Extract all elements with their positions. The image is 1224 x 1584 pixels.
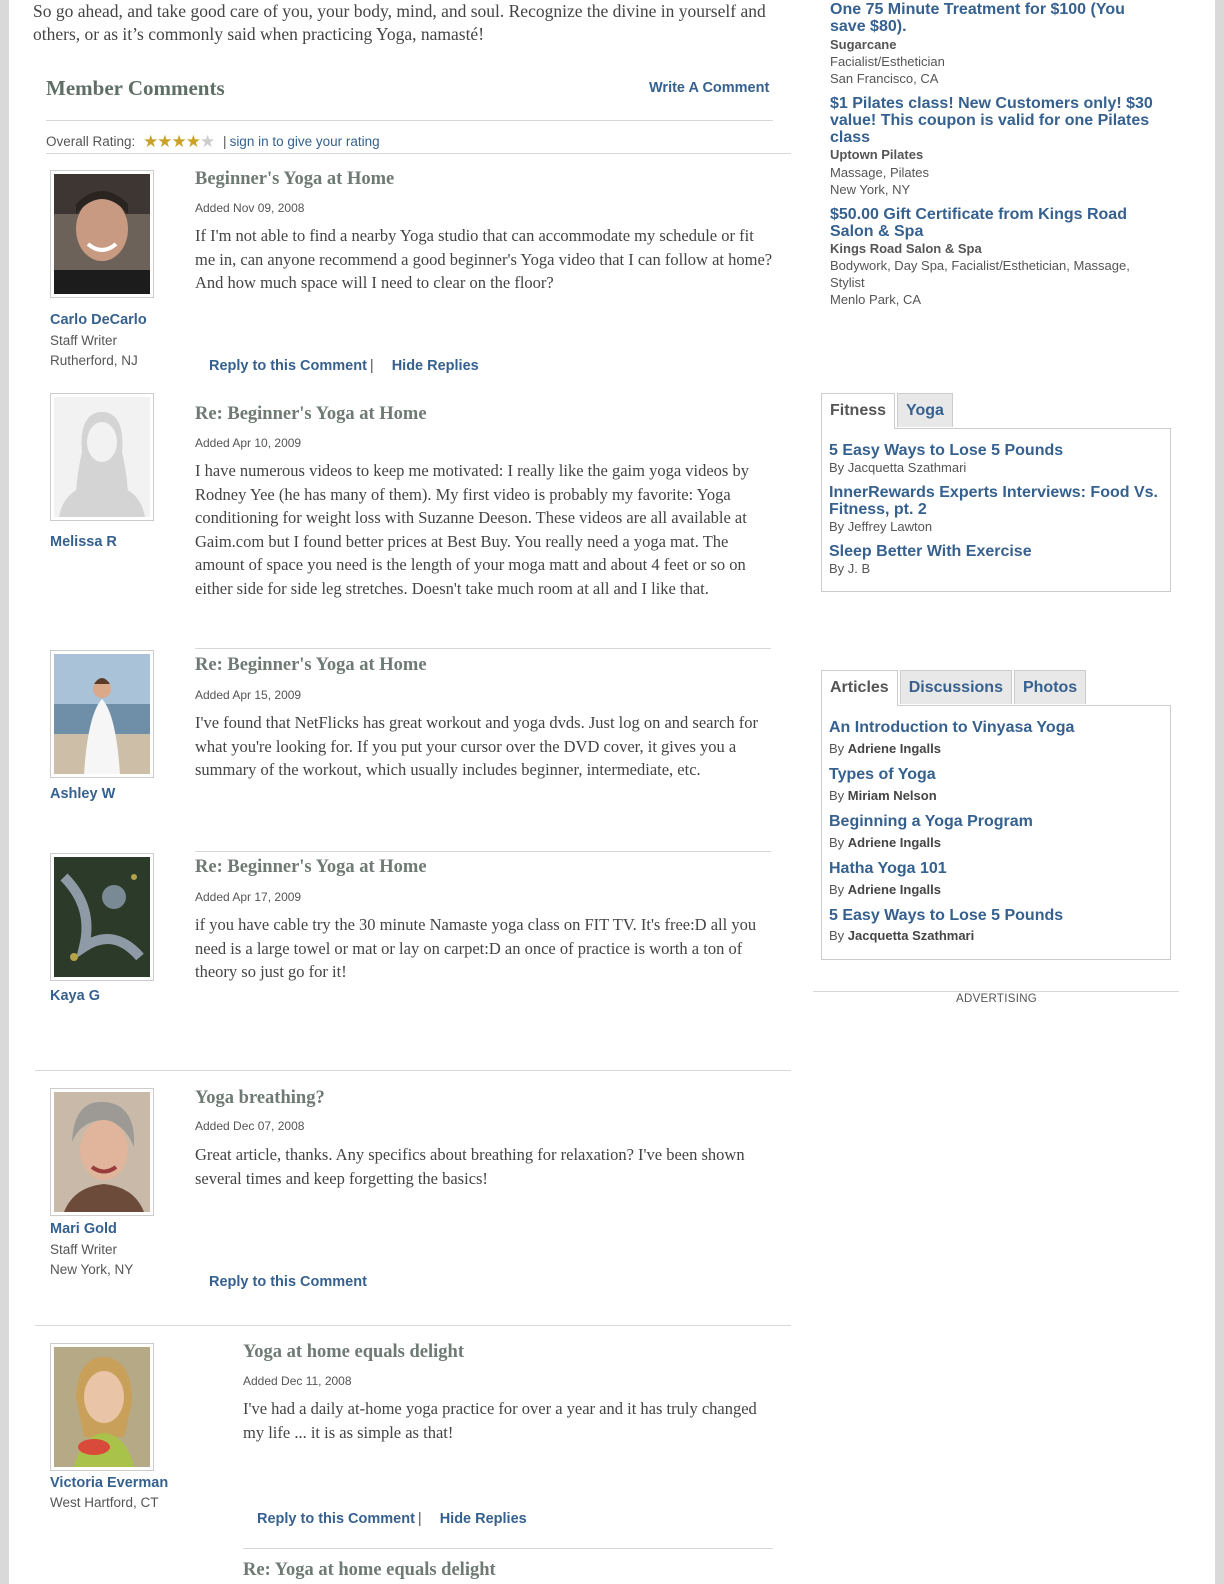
deal-business: Uptown Pilates [830, 147, 924, 162]
comment-author-link[interactable]: Carlo DeCarlo [50, 312, 147, 328]
divider [46, 120, 773, 121]
tab-fitness[interactable]: Fitness [821, 393, 895, 429]
comment-date: Added Dec 11, 2008 [243, 1374, 352, 1388]
hide-replies-link[interactable]: Hide Replies [439, 1511, 527, 1527]
rating-stars-icon: ★★★★★ [143, 132, 215, 151]
fitness-tabs [821, 393, 955, 429]
articles-tabs [821, 670, 1088, 706]
rating-label: Overall Rating: [46, 134, 136, 149]
fitness-article-link[interactable]: Sleep Better With Exercise [829, 543, 1032, 560]
comment-date: Added Apr 10, 2009 [195, 436, 302, 450]
by-prefix: By [829, 882, 845, 897]
divider [195, 851, 771, 852]
article-link[interactable]: An Introduction to Vinyasa Yoga [829, 719, 1075, 736]
comment-body: If I'm not able to find a nearby Yoga studio that can accommodate my schedule or fit me in, can anyone recommend a good beginner's Yoga video that I can follow at home? And how much space will I need to clear on the floor? [195, 226, 773, 292]
divider [46, 153, 791, 154]
comment-title: Re: Yoga at home equals delight [243, 1560, 496, 1580]
article-closing-paragraph: So go ahead, and take good care of you, your body, mind, and soul. Recognize the divine in yourself and others, or as it’s commonly said when practicing Yoga, namasté! [33, 1, 766, 44]
avatar[interactable] [50, 1088, 154, 1216]
comment-title: Yoga breathing? [195, 1088, 325, 1108]
comment-title: Yoga at home equals delight [243, 1342, 464, 1362]
avatar[interactable] [50, 650, 154, 778]
deal-title-link[interactable]: $50.00 Gift Certificate from Kings Road Salon & Spa [830, 206, 1127, 240]
divider [243, 1548, 773, 1549]
article-author [829, 788, 937, 803]
comment-date: Added Apr 15, 2009 [195, 688, 302, 702]
author-name: Adriene Ingalls [847, 882, 941, 897]
comment-body: I have numerous videos to keep me motivated: I really like the gaim yoga videos by Rodney Yee (he has many of them). My first video is probably my favorite: Yoga conditioning for weight loss with Suzanne Deeson. These videos are all available at Gaim.com but I found better prices at Best Buy. You really need a yoga mat. The amount of space you need is the length of your moga matt and about 4 feet or so on either side for side leg stretches. Doesn't take much room at all and I like that. [195, 461, 749, 598]
comment-actions: Reply to this Comment | Hide Replies [257, 1511, 527, 1527]
author-location: West Hartford, CT [50, 1495, 159, 1510]
by-prefix: By [829, 741, 845, 756]
page [9, 0, 1215, 1584]
reply-comment-link[interactable]: Reply to this Comment [209, 1274, 367, 1290]
author-name: Jacquetta Szathmari [847, 928, 975, 943]
fitness-article-link[interactable]: 5 Easy Ways to Lose 5 Pounds [829, 442, 1064, 459]
deal-location: New York, NY [830, 182, 911, 197]
article-link[interactable]: Beginning a Yoga Program [829, 813, 1033, 830]
tab-discussions[interactable]: Discussions [900, 670, 1012, 704]
comment-body: if you have cable try the 30 minute Namaste yoga class on FIT TV. It's free:D all you need is a large towel or mat or lay on carpet:D an once of practice is worth a ton of theory so just go for it! [195, 915, 757, 981]
deal-title-link[interactable]: $1 Pilates class! New Customers only! $30 value! This coupon is valid for one Pilates class [830, 95, 1153, 146]
by-prefix: By [829, 835, 845, 850]
article-author [829, 741, 941, 756]
comment-title: Beginner's Yoga at Home [195, 169, 395, 189]
comment-author-link[interactable]: Kaya G [50, 988, 100, 1004]
comment-date: Added Apr 17, 2009 [195, 890, 302, 904]
avatar[interactable] [50, 1343, 154, 1471]
article-author [829, 928, 974, 943]
write-comment-link[interactable]: Write A Comment [649, 80, 770, 96]
advertising-label: ADVERTISING [956, 993, 1038, 1005]
comment-date: Added Nov 09, 2008 [195, 201, 305, 215]
tab-photos[interactable]: Photos [1014, 670, 1086, 704]
article-author: By Jeffrey Lawton [829, 519, 933, 534]
comment-author-link[interactable]: Mari Gold [50, 1221, 117, 1237]
author-location: Rutherford, NJ [50, 353, 138, 368]
tab-articles[interactable]: Articles [821, 670, 898, 706]
hide-replies-link[interactable]: Hide Replies [391, 358, 479, 374]
comment-date: Added Dec 07, 2008 [195, 1119, 305, 1133]
divider [35, 1325, 791, 1326]
deal-location: San Francisco, CA [830, 71, 939, 86]
comment-body: I've had a daily at-home yoga practice for over a year and it has truly changed my life ... it is as simple as that! [243, 1399, 757, 1442]
divider [195, 648, 771, 649]
deal-category: Massage, Pilates [830, 165, 929, 180]
deal-location: Menlo Park, CA [830, 292, 922, 307]
comment-author-link[interactable]: Melissa R [50, 534, 117, 550]
tab-yoga[interactable]: Yoga [897, 393, 953, 427]
comment-title: Re: Beginner's Yoga at Home [195, 857, 427, 877]
article-author [829, 835, 941, 850]
deal-business: Sugarcane [830, 37, 897, 52]
deal-category: Bodywork, Day Spa, Facialist/Esthetician, Massage, Stylist [830, 258, 1130, 290]
comment-body: I've found that NetFlicks has great workout and yoga dvds. Just log on and search for what you're looking for. If you put your cursor over the DVD cover, it gives you a summary of the workout, which usually includes beginner, intermediate, etc. [195, 713, 758, 779]
article-author: By Jacquetta Szathmari [829, 460, 967, 475]
article-link[interactable]: 5 Easy Ways to Lose 5 Pounds [829, 907, 1064, 924]
author-location: New York, NY [50, 1262, 134, 1277]
deal-business: Kings Road Salon & Spa [830, 241, 982, 256]
article-link[interactable]: Hatha Yoga 101 [829, 860, 947, 877]
author-role: Staff Writer [50, 333, 118, 348]
author-name: Adriene Ingalls [847, 741, 941, 756]
by-prefix: By [829, 928, 845, 943]
avatar[interactable] [50, 170, 154, 298]
comment-author-link[interactable]: Ashley W [50, 786, 116, 802]
comment-title: Re: Beginner's Yoga at Home [195, 655, 427, 675]
article-link[interactable]: Types of Yoga [829, 766, 936, 783]
author-name: Adriene Ingalls [847, 835, 941, 850]
article-author [829, 882, 941, 897]
comment-actions [209, 1274, 367, 1290]
deal-title-link[interactable]: One 75 Minute Treatment for $100 (You save $80). [830, 1, 1125, 35]
comment-title: Re: Beginner's Yoga at Home [195, 404, 427, 424]
fitness-article-link[interactable]: InnerRewards Experts Interviews: Food Vs. Fitness, pt. 2 [829, 484, 1158, 518]
article-author: By J. B [829, 561, 871, 576]
author-name: Miriam Nelson [847, 788, 937, 803]
divider [813, 991, 1179, 992]
overall-rating: Overall Rating: ★★★★★ | sign in to give your rating [46, 132, 380, 151]
reply-comment-link[interactable]: Reply to this Comment [209, 358, 367, 374]
divider [35, 1070, 791, 1071]
comment-actions: Reply to this Comment | Hide Replies [209, 358, 479, 374]
author-role: Staff Writer [50, 1242, 118, 1257]
reply-comment-link[interactable]: Reply to this Comment [257, 1511, 415, 1527]
comment-author-link[interactable]: Victoria Everman [50, 1475, 169, 1491]
avatar[interactable] [50, 853, 154, 981]
member-comments-heading: Member Comments [46, 76, 225, 100]
sign-in-to-rate-link[interactable]: sign in to give your rating [229, 134, 380, 149]
by-prefix: By [829, 788, 845, 803]
avatar[interactable] [50, 393, 154, 521]
comment-body: Great article, thanks. Any specifics about breathing for relaxation? I've been shown several times and keep forgetting the basics! [195, 1145, 745, 1188]
deal-category: Facialist/Esthetician [830, 54, 945, 69]
